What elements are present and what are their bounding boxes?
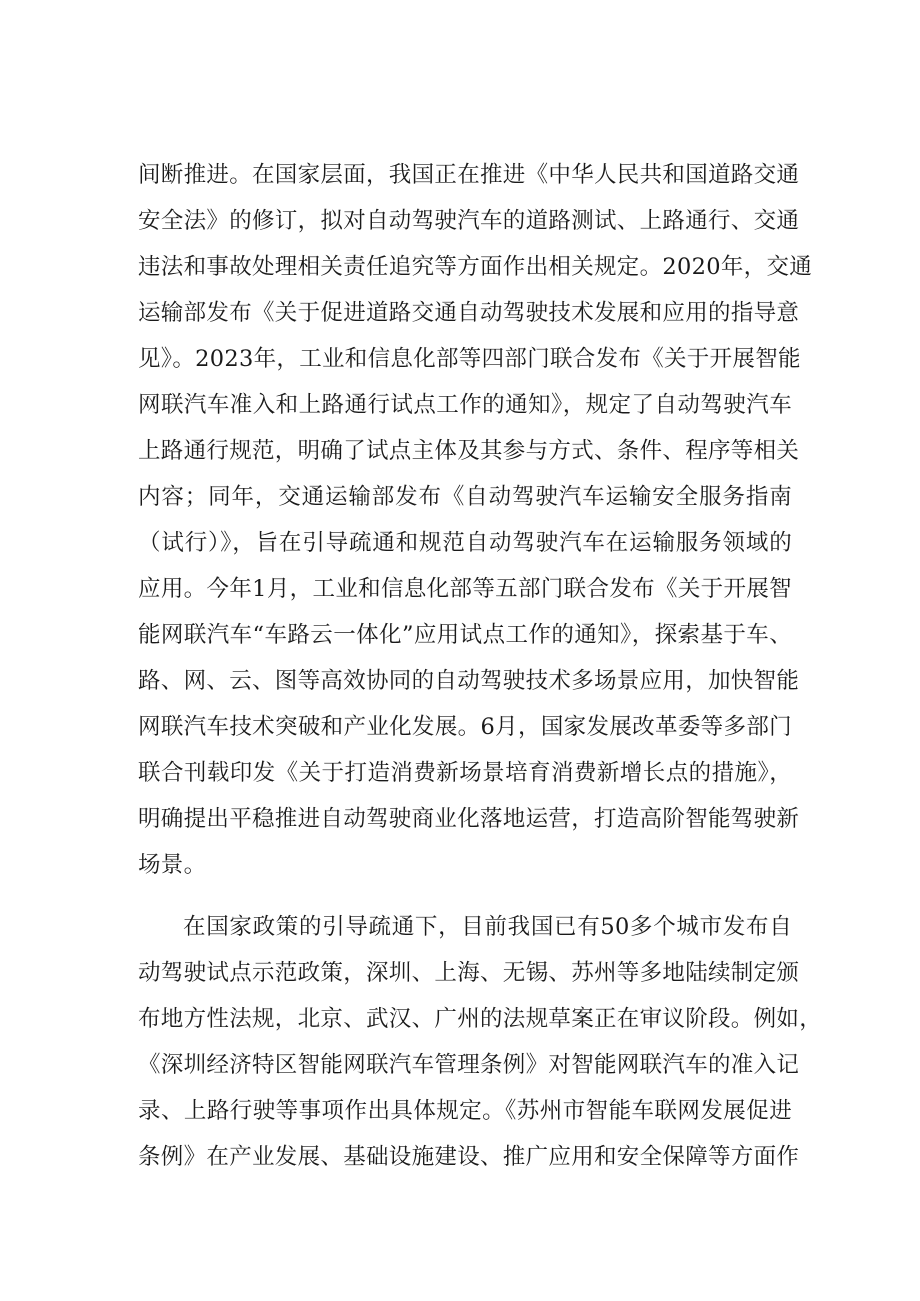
paragraph-policy-national	[138, 152, 813, 888]
text-line: 安全法》的修订，拟对自动驾驶汽车的道路测试、上路通行、交通	[138, 208, 800, 234]
text-line: 见》。2023年，工业和信息化部等四部门联合发布《关于开展智能	[138, 346, 801, 372]
text-line: 违法和事故处理相关责任追究等方面作出相关规定。2020年，交通	[138, 254, 813, 280]
text-line: 间断推进。在国家层面，我国正在推进《中华人民共和国道路交通	[138, 162, 800, 188]
text-line: 能网联汽车“车路云一体化”应用试点工作的通知》，探索基于车、	[138, 622, 792, 648]
text-line: 布地方性法规，北京、武汉、广州的法规草案正在审议阶段。例如，	[138, 1006, 823, 1032]
text-line: 网联汽车技术突破和产业化发展。6月，国家发展改革委等多部门	[138, 714, 792, 740]
text-line: 动驾驶试点示范政策，深圳、上海、无锡、苏州等多地陆续制定颁	[138, 960, 800, 986]
text-line: 录、上路行驶等事项作出具体规定。《苏州市智能车联网发展促进	[138, 1098, 792, 1124]
text-line: 上路通行规范，明确了试点主体及其参与方式、条件、程序等相关	[138, 438, 800, 464]
text-line: 路、网、云、图等高效协同的自动驾驶技术多场景应用，加快智能	[138, 668, 800, 694]
text-line: 运输部发布《关于促进道路交通自动驾驶技术发展和应用的指导意	[138, 300, 800, 326]
text-line: 联合刊载印发《关于打造消费新场景培育消费新增长点的措施》，	[138, 760, 792, 786]
text-line: 应用。今年1月，工业和信息化部等五部门联合发布《关于开展智	[138, 576, 792, 602]
text-line: 内容；同年，交通运输部发布《自动驾驶汽车运输安全服务指南	[138, 484, 792, 510]
paragraph-spacer	[138, 888, 792, 904]
text-line: 在国家政策的引导疏通下，目前我国已有50多个城市发布自	[183, 914, 792, 940]
text-line: 明确提出平稳推进自动驾驶商业化落地运营，打造高阶智能驾驶新	[138, 806, 800, 832]
text-line: （试行）》，旨在引导疏通和规范自动驾驶汽车在运输服务领域的	[138, 530, 792, 556]
text-line: 《深圳经济特区智能网联汽车管理条例》对智能网联汽车的准入记	[138, 1052, 800, 1078]
text-line: 条例》在产业发展、基础设施建设、推广应用和安全保障等方面作	[138, 1144, 800, 1170]
document-page	[138, 152, 823, 1180]
text-line: 场景。	[138, 852, 207, 878]
text-line: 网联汽车准入和上路通行试点工作的通知》，规定了自动驾驶汽车	[138, 392, 792, 418]
paragraph-policy-local	[138, 904, 823, 1180]
